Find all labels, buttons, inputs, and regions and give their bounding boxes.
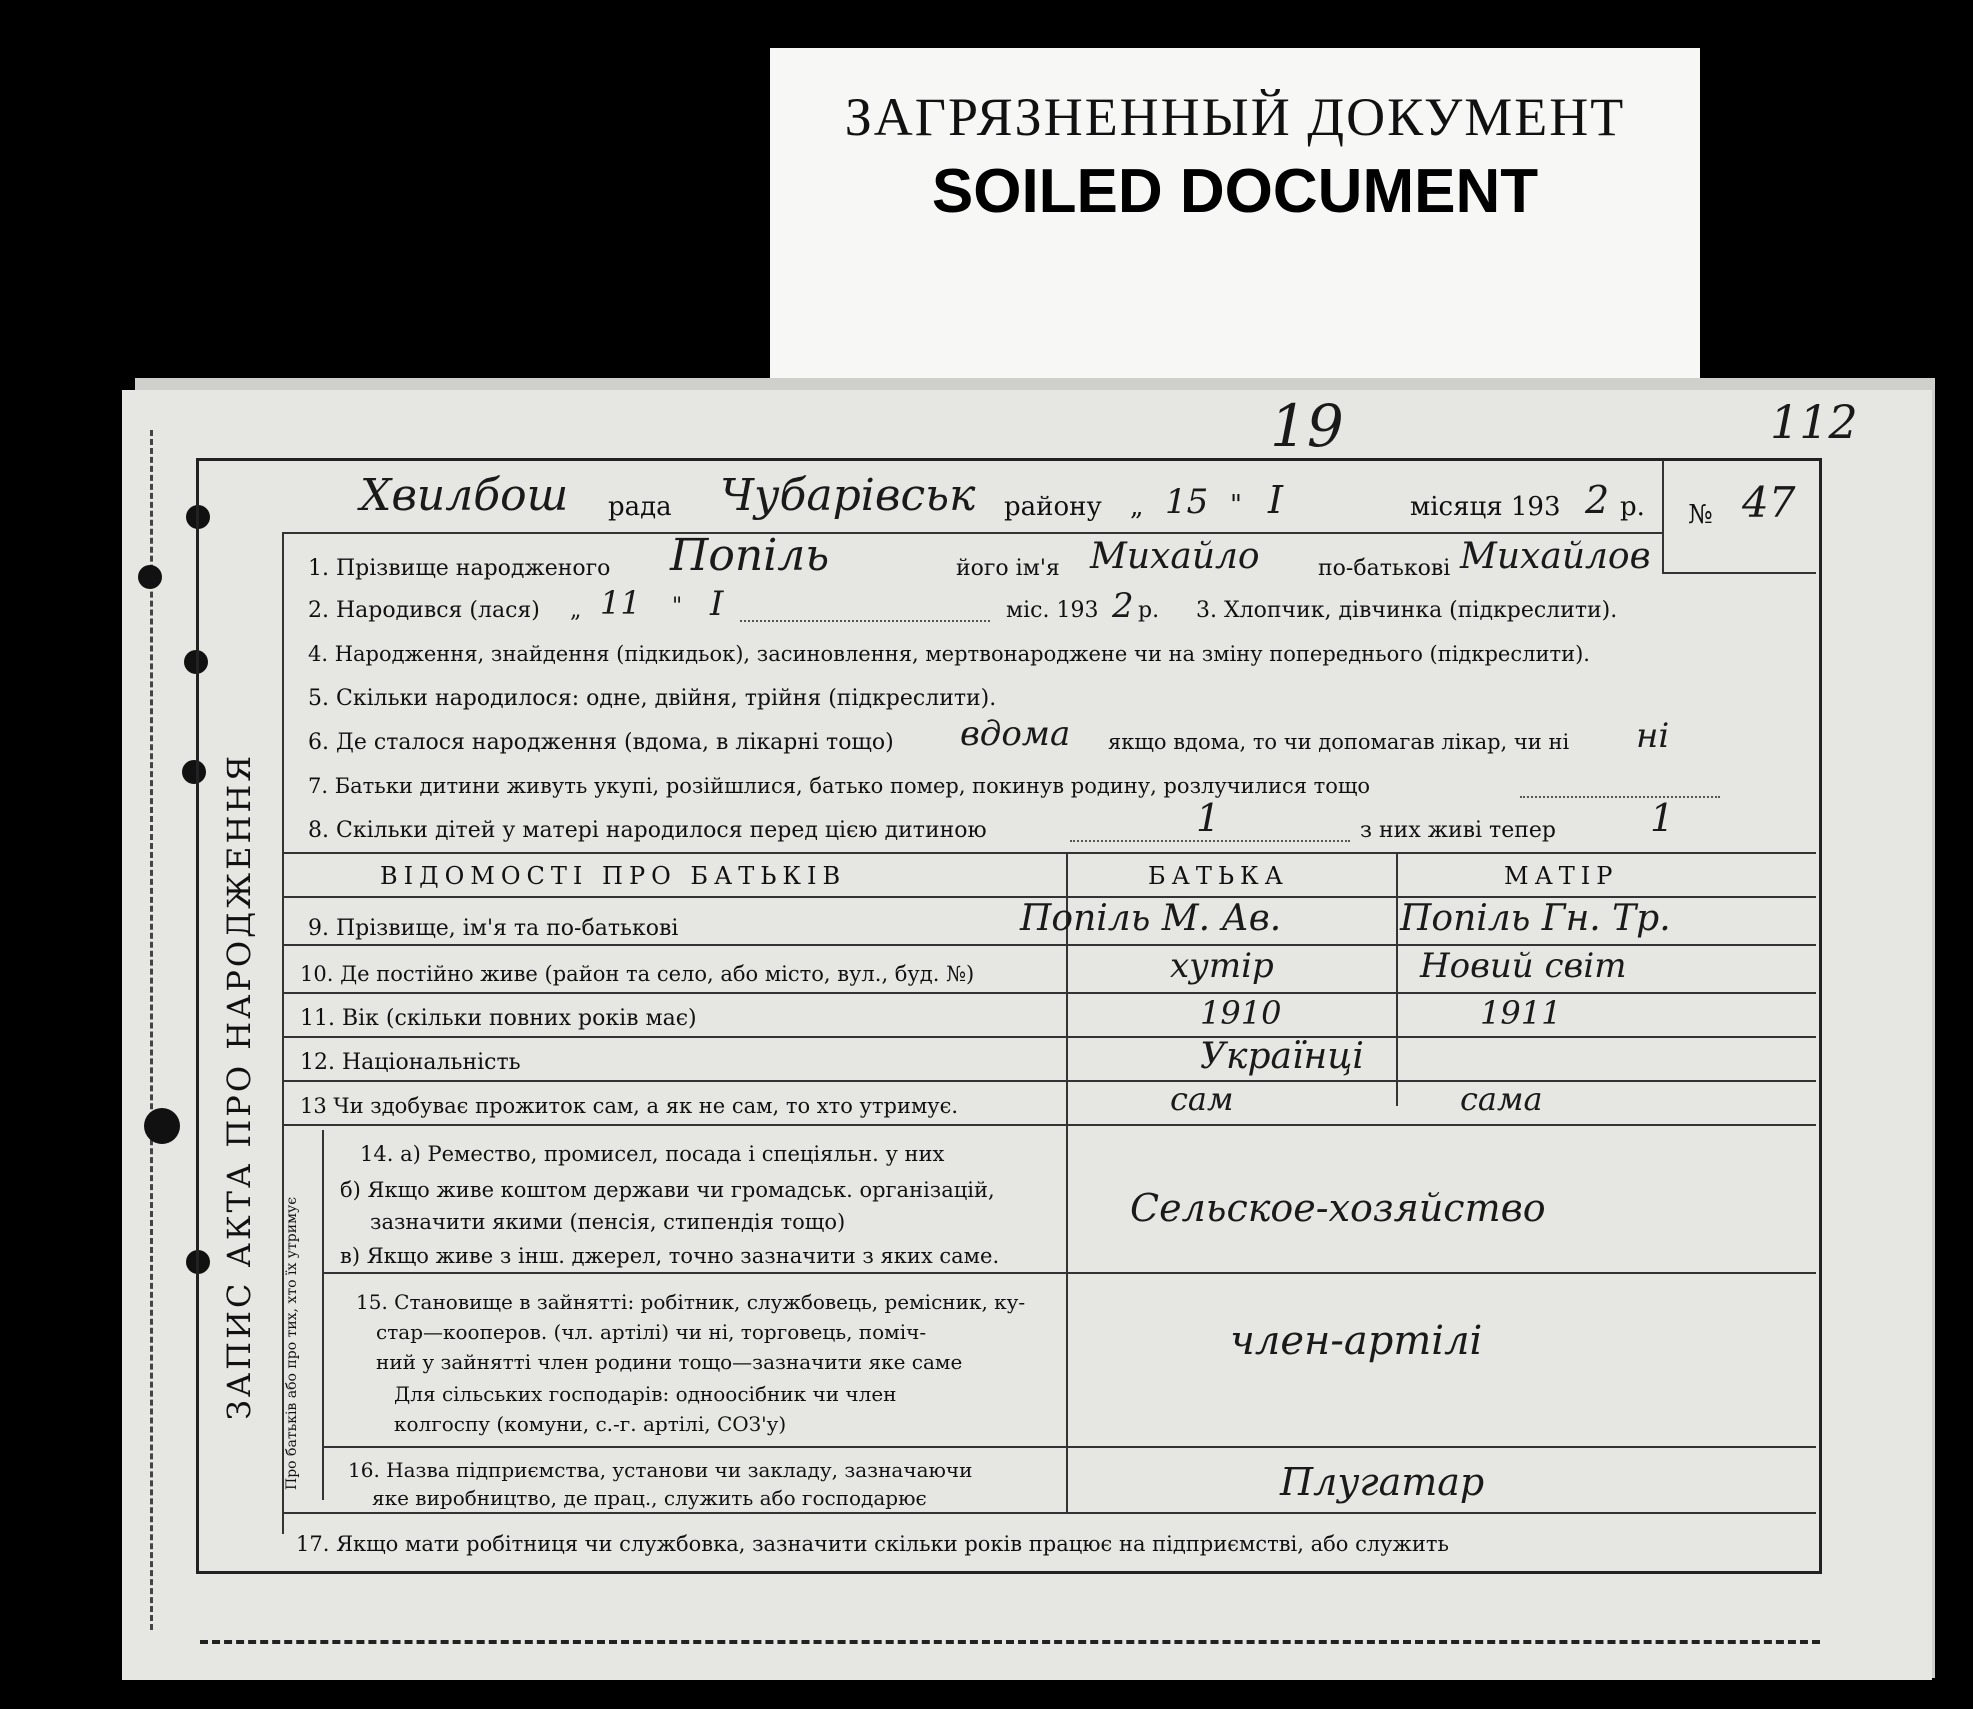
table-header-mother: МАТІР [1504, 862, 1619, 890]
row17-label: 17. Якщо мати робітниця чи службовка, зазначити скільки років працює на підприємстві, або служить [296, 1532, 1449, 1556]
child-name-label: його ім'я [956, 556, 1060, 581]
cut-line [200, 1640, 1820, 1644]
father-name: Попіль М. Ав. [1020, 898, 1282, 939]
no-box-left [1662, 460, 1664, 572]
birth-month: I [710, 584, 724, 624]
row11-label: 11. Вік (скільки повних років має) [300, 1006, 697, 1031]
quote-open: „ [1130, 492, 1144, 522]
father-age: 1910 [1200, 994, 1282, 1032]
month-value: I [1268, 478, 1284, 522]
row15-rule [322, 1446, 1816, 1448]
col-mother-left [1396, 852, 1398, 1106]
rada-label: рада [608, 492, 672, 522]
sheet-number: 19 [1270, 392, 1344, 460]
mother-age: 1911 [1480, 994, 1562, 1032]
record-no-label: № [1688, 500, 1713, 530]
row10-label: 10. Де постійно живе (район та село, або місто, вул., буд. №) [300, 962, 975, 986]
row15-line5: колгоспу (комуни, с.-г. артілі, СОЗ'у) [394, 1412, 787, 1436]
row15-line2: стар—кооперов. (чл. артілі) чи ні, торговець, поміч- [376, 1320, 927, 1344]
row5-label: 5. Скільки народилося: одне, двійня, трійня (підкреслити). [308, 686, 997, 711]
row4-label: 4. Народження, знайдення (підкидьок), засиновлення, мертвонароджене чи на зміну попереднього (підкреслити). [308, 642, 1590, 666]
birth-year-digit: 2 [1112, 586, 1134, 626]
mother-support: сама [1460, 1080, 1543, 1118]
birthplace-value: вдома [960, 714, 1071, 754]
row16-line1: 16. Назва підприємства, установи чи закладу, зазначаючи [348, 1458, 973, 1482]
row2-quote-close: " [672, 594, 683, 619]
raion-value: Чубарівськ [720, 470, 976, 521]
note-divider [322, 1130, 324, 1500]
table-header-father: БАТЬКА [1148, 862, 1289, 890]
table-header-info: ВІДОМОСТІ ПРО БАТЬКІВ [380, 862, 847, 890]
day-value: 15 [1165, 482, 1209, 522]
row8-label: 8. Скільки дітей у матері народилося перед цією дитиною [308, 818, 987, 843]
birth-month-label: міс. 193 [1006, 598, 1099, 623]
occupation: Сельское-хозяйство [1130, 1186, 1546, 1230]
workplace: Плугатар [1280, 1460, 1485, 1504]
row7-fill [1520, 796, 1720, 798]
prev-children: 1 [1196, 796, 1221, 840]
header-rule [282, 532, 1662, 534]
punch-hole [138, 565, 162, 589]
row2-fill [740, 620, 990, 622]
row15-line1: 15. Становище в зайнятті: робітник, службовець, ремісник, ку- [356, 1290, 1026, 1314]
row16-rule [282, 1512, 1816, 1514]
child-patronymic: Михайлов [1460, 536, 1651, 577]
soiled-document-label [770, 48, 1700, 390]
side-note: Про батьків або про тих, хто їх утримує [284, 1196, 300, 1490]
employment-status: член-артілі [1230, 1318, 1483, 1364]
child-surname: Попіль [670, 530, 830, 581]
child-name: Михайло [1090, 536, 1260, 577]
side-title: ЗАПИС АКТА ПРО НАРОДЖЕННЯ [220, 752, 258, 1420]
year-digit: 2 [1585, 478, 1610, 522]
nationality: Українці [1200, 1036, 1364, 1077]
row6-question: якщо вдома, то чи допомагав лікар, чи ні [1108, 730, 1570, 754]
row6-label: 6. Де сталося народження (вдома, в лікарні тощо) [308, 730, 894, 755]
doctor-answer: ні [1636, 716, 1670, 756]
punch-hole [144, 1108, 180, 1144]
corner-number: 112 [1770, 395, 1858, 449]
birth-year-suffix: р. [1138, 598, 1160, 623]
child-patr-label: по-батькові [1318, 556, 1451, 581]
row14a-label: 14. а) Ремество, промисел, посада і спеціяльн. у них [360, 1142, 945, 1166]
alive-label: з них живі тепер [1360, 818, 1556, 843]
row14b1-label: б) Якщо живе коштом держави чи громадськ. організацій, [340, 1178, 995, 1202]
year-suffix: р. [1620, 492, 1645, 522]
row10-rule [282, 992, 1816, 994]
row8-fill [1070, 840, 1350, 842]
table-top-rule [282, 852, 1816, 854]
rada-value: Хвилбош [360, 470, 569, 521]
row9-label: 9. Прізвище, ім'я та по-батькові [308, 916, 679, 941]
alive-children: 1 [1650, 796, 1675, 840]
row1-label: 1. Прізвище народженого [308, 556, 611, 581]
row14b2-label: зазначити якими (пенсія, стипендія тощо) [370, 1210, 846, 1234]
row15-line3: ний у зайнятті член родини тощо—зазначити яке саме [376, 1350, 963, 1374]
row14-rule [322, 1272, 1816, 1274]
month-label: місяця 193 [1410, 492, 1561, 522]
row11-rule [282, 1036, 1816, 1038]
row14c-label: в) Якщо живе з інш. джерел, точно зазначити з яких саме. [340, 1244, 1000, 1268]
row16-line2: яке виробництво, де прац., служить або господарює [372, 1486, 927, 1510]
record-no-value: 47 [1742, 478, 1796, 527]
row15-line4: Для сільських господарів: одноосібник чи член [394, 1382, 897, 1406]
row7-label: 7. Батьки дитини живуть укупі, розійшлися, батько помер, покинув родину, розлучилися тощо [308, 774, 1371, 798]
label-english: SOILED DOCUMENT [931, 157, 1539, 226]
row12-rule [282, 1080, 1816, 1082]
gender-label: 3. Хлопчик, дівчинка (підкреслити). [1196, 598, 1618, 623]
father-residence: хутір [1170, 946, 1274, 986]
col-father-left [1066, 852, 1068, 1512]
mother-name: Попіль Гн. Тр. [1400, 898, 1671, 939]
birth-day: 11 [600, 584, 641, 622]
row2-label: 2. Народився (лася) [308, 598, 540, 623]
perforation-line [150, 430, 153, 1630]
father-support: сам [1170, 1080, 1234, 1118]
row13-rule [282, 1124, 1816, 1126]
raion-label: району [1004, 492, 1102, 522]
label-russian: ЗАГРЯЗНЕННЫЙ ДОКУМЕНТ [844, 87, 1626, 147]
quote-close: " [1230, 490, 1242, 520]
row13-label: 13 Чи здобуває прожиток сам, а як не сам, то хто утримує. [300, 1094, 959, 1118]
mother-residence: Новий світ [1420, 946, 1627, 986]
row12-label: 12. Національність [300, 1050, 521, 1075]
no-box-bottom [1662, 572, 1816, 574]
row2-quote-open: „ [570, 598, 582, 623]
